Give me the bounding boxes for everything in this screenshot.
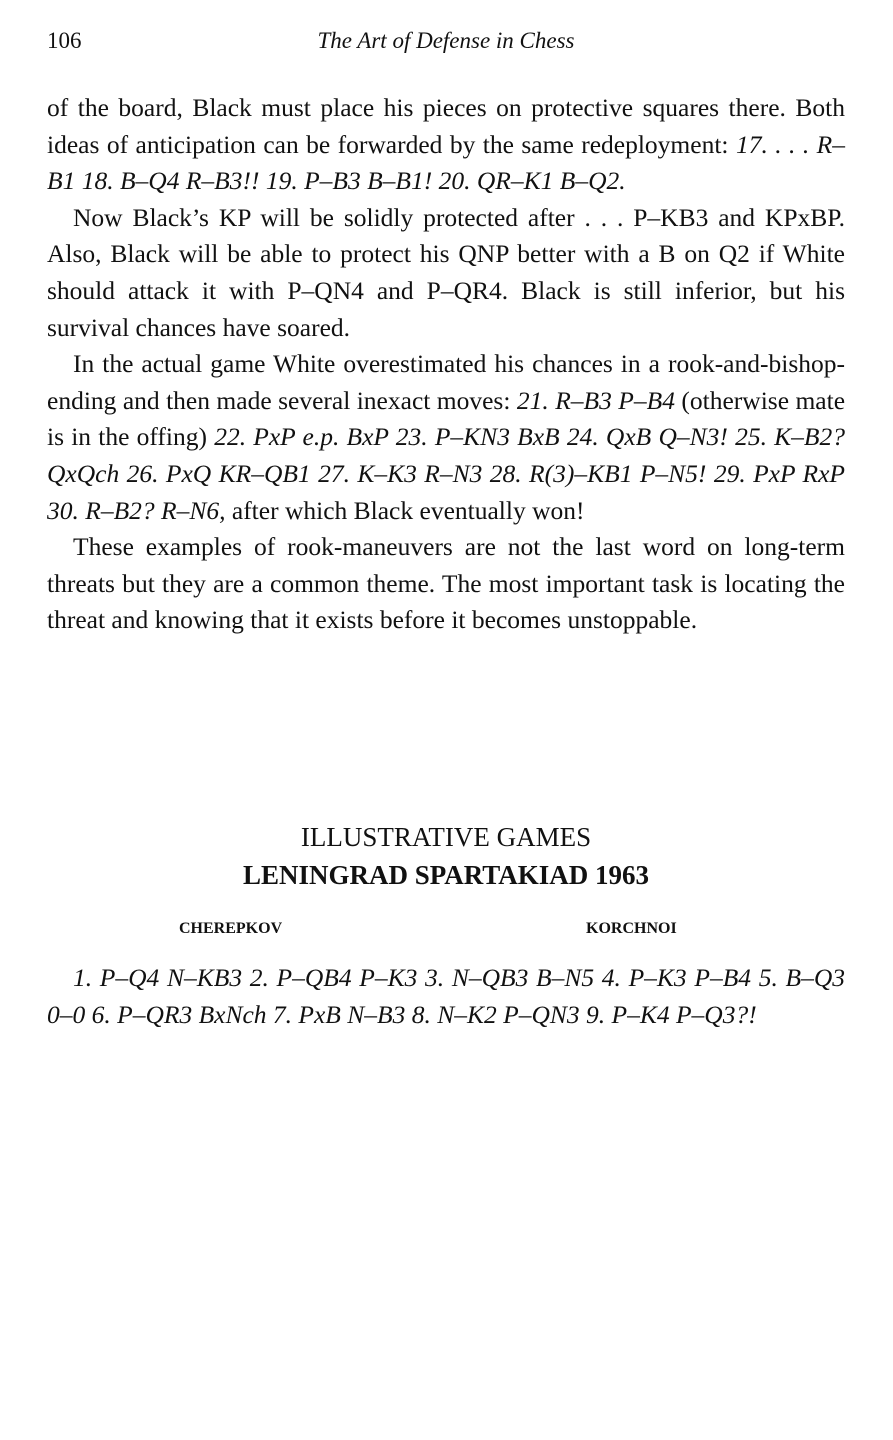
body-text (47, 90, 845, 639)
section-heading: ILLUSTRATIVE GAMES (300, 822, 592, 852)
paragraph (47, 346, 845, 529)
black-player-name: KORCHNOI (586, 920, 677, 937)
paragraph (47, 200, 845, 346)
page-number: 106 (47, 28, 82, 53)
text-segment: (otherwise mate is in the offing) (47, 385, 846, 452)
page-header (47, 28, 845, 62)
move-notation: 22. PxP e.p. BxP 23. P–KN3 BxB 24. QxB Q–N3! 25. K–B2? QxQch 26. PxQ KR–QB1 27. K–K3 R–N3 28. R(3)–KB1 P–N5! 29. PxP RxP 30. R–B2? R–N6, (47, 422, 845, 525)
white-player-name: CHEREPKOV (179, 920, 283, 937)
text-segment: Now Black’s KP will be solidly protected after . . . P–KB3 and KPxBP. Also, Black will be able to protect his QNP better with a B on Q2 if White should attack it with P–QN4 and P–QR4. Black is still inferior, but his survival chances have soared. (47, 202, 845, 342)
section-subheading: LENINGRAD SPARTAKIAD 1963 (242, 860, 650, 890)
text-segment: after which Black eventually won! (225, 495, 585, 525)
players-line (47, 920, 845, 946)
game-moves: 1. P–Q4 N–KB3 2. P–QB4 P–K3 3. N–QB3 B–N5 4. P–K3 P–B4 5. B–Q3 0–0 6. P–QR3 BxNch 7. PxB N–B3 8. N–K2 P–QN3 9. P–K4 P–Q3?! (47, 963, 845, 1029)
text-segment: In the actual game White overestimated his chances in a rook-and-bishop-ending and then made several inexact moves: (47, 349, 845, 415)
paragraph (47, 529, 845, 639)
paragraph (47, 90, 845, 200)
running-title: The Art of Defense in Chess (317, 28, 575, 53)
move-notation: 21. R–B3 P–B4 (516, 385, 675, 415)
text-segment: of the board, Black must place his pieces on protective squares there. Both ideas of anticipation can be forwarded by the same redeployment: (47, 93, 845, 159)
move-notation: 17. . . . R–B1 18. B–Q4 R–B3!! 19. P–B3 B–B1! 20. QR–K1 B–Q2. (47, 129, 846, 196)
text-segment: These examples of rook-maneuvers are not the last word on long-term threats but they are a common theme. The most important task is locating the threat and knowing that it exists before it becomes unstoppable. (47, 532, 845, 635)
